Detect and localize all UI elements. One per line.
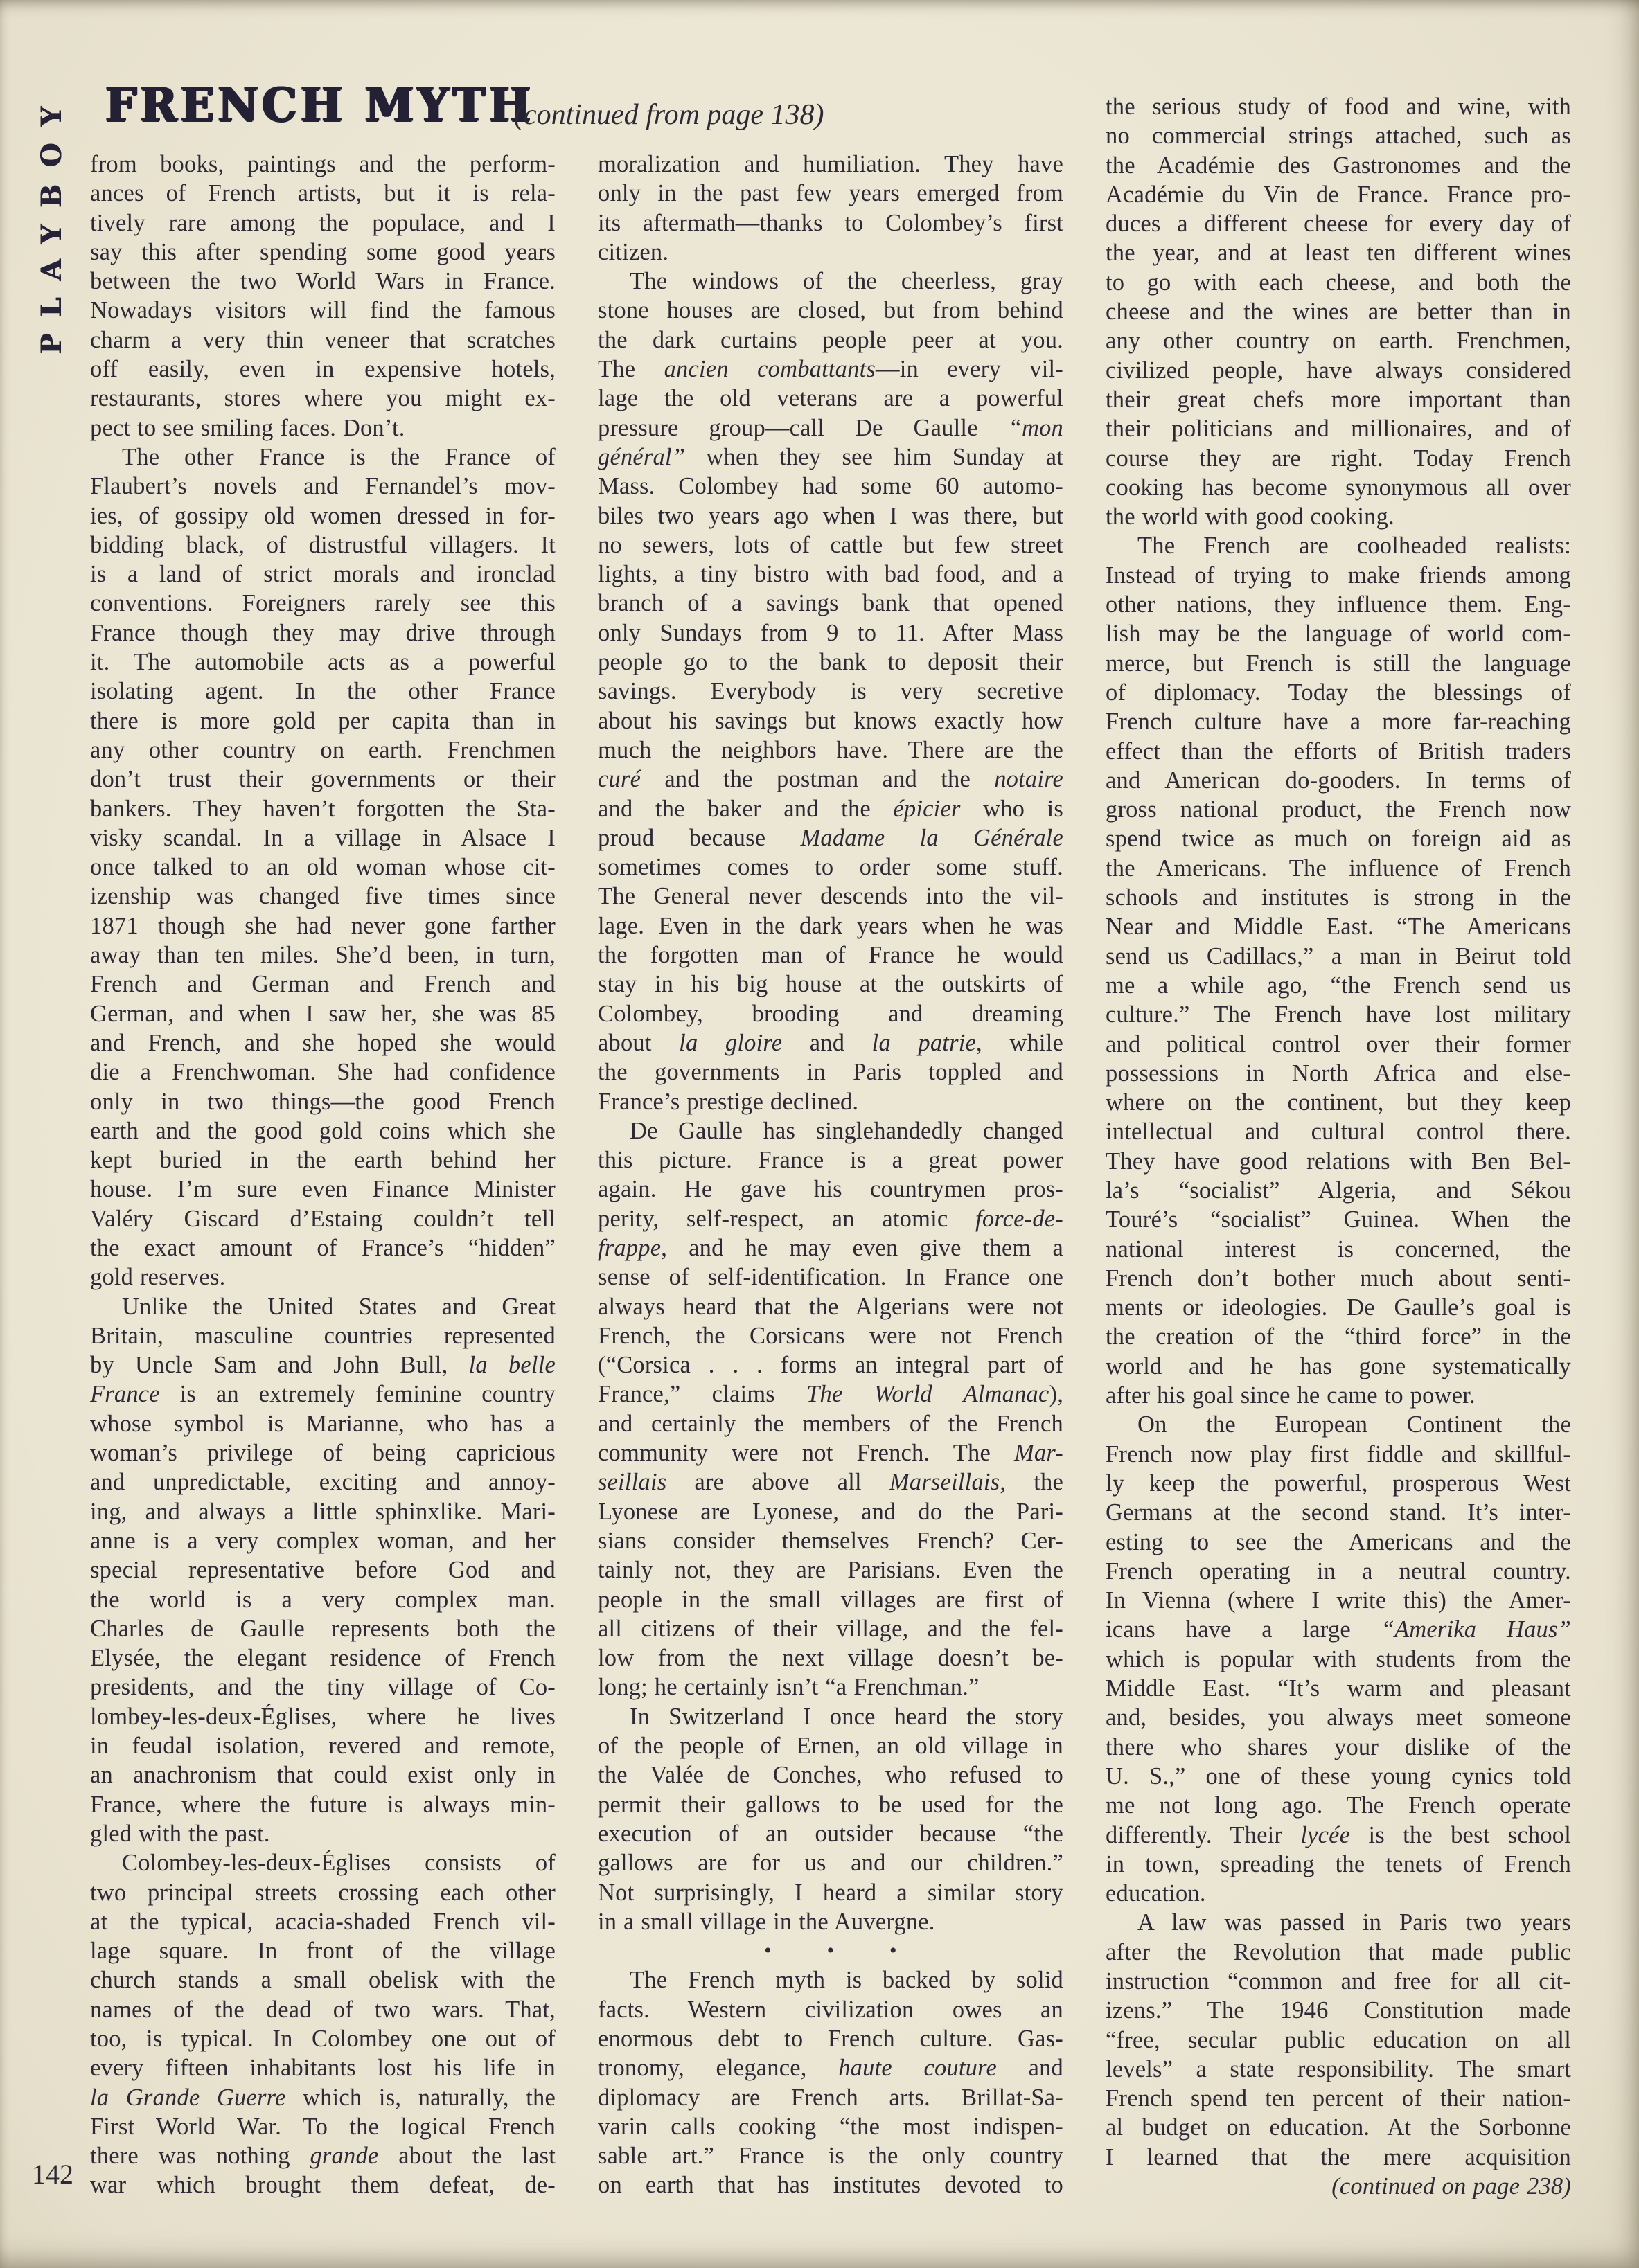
text-line: enormous debt to French culture. Gas- xyxy=(598,2026,1063,2052)
text-line: earth and the good gold coins which she xyxy=(90,1117,556,1144)
text-line: sense of self-identification. In France one xyxy=(598,1264,1063,1291)
text-line: French culture have a more far-reaching xyxy=(1106,708,1571,735)
text-line: French operating in a neutral country. xyxy=(1106,1557,1571,1584)
text-line: by Uncle Sam and John Bull, la belle xyxy=(90,1352,556,1379)
text-line: izenship was changed five times since xyxy=(90,883,556,910)
playboy-spine-logo: PLAYBOY xyxy=(35,90,68,355)
text-line: 1871 though she had never gone farther xyxy=(90,912,556,939)
text-line: conventions. Foreigners rarely see this xyxy=(90,590,556,617)
text-line: there was nothing grande about the last xyxy=(90,2143,556,2170)
text-line: whose symbol is Marianne, who has a xyxy=(90,1410,556,1437)
text-line: long; he certainly isn’t “a Frenchman.” xyxy=(598,1674,980,1701)
text-line: an anachronism that could exist only in xyxy=(90,1762,556,1789)
text-line: at the typical, acacia-shaded French vil- xyxy=(90,1908,556,1935)
text-line: stone houses are closed, but from behind xyxy=(598,297,1063,324)
text-line: levels” a state responsibility. The smart xyxy=(1106,2055,1571,2082)
text-line: gallows are for us and our children.” xyxy=(598,1850,1063,1877)
text-line: only in the past few years emerged from xyxy=(598,180,1063,207)
page-number: 142 xyxy=(32,2159,73,2190)
text-line: The French myth is backed by solid xyxy=(630,1967,1063,1994)
text-line: which is popular with students from the xyxy=(1106,1645,1571,1672)
text-line: German, and when I saw her, she was 85 xyxy=(90,1000,556,1027)
text-line: the creation of the “third force” in the xyxy=(1106,1323,1571,1350)
text-line: say this after spending some good years xyxy=(90,238,556,265)
text-line: seillais are above all Marseillais, the xyxy=(598,1469,1063,1496)
text-line: Near and Middle East. “The Americans xyxy=(1106,913,1571,940)
text-line: France is an extremely feminine country xyxy=(90,1381,556,1408)
text-line: in town, spreading the tenets of French xyxy=(1106,1850,1571,1877)
text-line: France though they may drive through xyxy=(90,619,556,646)
text-line: la’s “socialist” Algeria, and Sékou xyxy=(1106,1177,1571,1204)
text-line: its aftermath—thanks to Colombey’s first xyxy=(598,209,1063,236)
text-line: execution of an outsider because “the xyxy=(598,1820,1063,1847)
text-line: French now play first fiddle and skillful- xyxy=(1106,1440,1571,1467)
text-line: visky scandal. In a village in Alsace I xyxy=(90,824,556,851)
text-line: lage. Even in the dark years when he was xyxy=(598,912,1063,939)
text-line: merce, but French is still the language xyxy=(1106,650,1571,677)
text-line: and certainly the members of the French xyxy=(598,1410,1063,1437)
text-line: Académie du Vin de France. France pro- xyxy=(1106,181,1571,208)
text-line: al budget on education. At the Sorbonne xyxy=(1106,2114,1571,2141)
article-title: FRENCH MYTH xyxy=(105,78,535,133)
text-line: there who shares your dislike of the xyxy=(1106,1733,1571,1760)
text-line: la Grande Guerre which is, naturally, the xyxy=(90,2084,556,2111)
text-line: “free, secular public education on all xyxy=(1106,2026,1571,2053)
text-line: war which brought them defeat, de- xyxy=(90,2172,556,2199)
text-line: In Vienna (where I write this) the Amer- xyxy=(1106,1587,1571,1614)
text-line: tively rare among the populace, and I xyxy=(90,209,556,236)
text-line: is a land of strict morals and ironclad xyxy=(90,561,556,588)
text-line: woman’s privilege of being capricious xyxy=(90,1440,556,1467)
text-line: The windows of the cheerless, gray xyxy=(630,268,1063,295)
text-line: bankers. They haven’t forgotten the Sta- xyxy=(90,795,556,822)
text-line: too, is typical. In Colombey one out of xyxy=(90,2026,556,2052)
text-line: the dark curtains people peer at you. xyxy=(598,326,1063,353)
text-line: duces a different cheese for every day of xyxy=(1106,211,1571,238)
text-line: Germans at the second stand. It’s inter- xyxy=(1106,1499,1571,1526)
text-line: where on the continent, but they keep xyxy=(1106,1089,1571,1116)
text-line: savings. Everybody is very secretive xyxy=(598,678,1063,705)
text-line: always heard that the Algerians were not xyxy=(598,1293,1063,1320)
text-line: They have good relations with Ben Bel- xyxy=(1106,1148,1571,1175)
text-line: charm a very thin veneer that scratches xyxy=(90,326,556,353)
text-line: it. The automobile acts as a powerful xyxy=(90,649,556,676)
text-line: on earth that has institutes devoted to xyxy=(598,2172,1063,2199)
text-line: me not long ago. The French operate xyxy=(1106,1792,1571,1819)
text-line: and political control over their former xyxy=(1106,1030,1571,1057)
text-line: about la gloire and la patrie, while xyxy=(598,1029,1063,1056)
text-line: The French are coolheaded realists: xyxy=(1137,533,1571,560)
text-line: two principal streets crossing each other xyxy=(90,1879,556,1906)
continued-from-note: (continued from page 138) xyxy=(514,99,824,131)
text-line: The other France is the France of xyxy=(122,443,556,470)
text-line: national interest is concerned, the xyxy=(1106,1235,1571,1262)
text-line: no commercial strings attached, such as xyxy=(1106,123,1571,150)
text-line: sometimes comes to order some stuff. xyxy=(598,854,1063,881)
text-line: in a small village in the Auvergne. xyxy=(598,1908,935,1935)
text-line: ments or ideologies. De Gaulle’s goal is xyxy=(1106,1294,1571,1321)
text-column-1 xyxy=(90,150,556,2200)
text-line: of diplomacy. Today the blessings of xyxy=(1106,679,1571,706)
text-line: (continued on page 238) xyxy=(1331,2173,1571,2200)
text-line: French, the Corsicans were not French xyxy=(598,1322,1063,1349)
text-line: education. xyxy=(1106,1880,1206,1907)
text-line: restaurants, stores where you might ex- xyxy=(90,385,556,412)
text-line: moralization and humiliation. They have xyxy=(598,151,1063,177)
text-line: lage square. In front of the village xyxy=(90,1938,556,1965)
text-line: course they are right. Today French xyxy=(1106,445,1571,472)
text-line: tronomy, elegance, haute couture and xyxy=(598,2055,1063,2082)
text-line: Colombey, brooding and dreaming xyxy=(598,1000,1063,1027)
text-line: much the neighbors have. There are the xyxy=(598,736,1063,763)
text-line: izens.” The 1946 Constitution made xyxy=(1106,1997,1571,2024)
text-line: only Sundays from 9 to 11. After Mass xyxy=(598,619,1063,646)
text-line: lage the old veterans are a powerful xyxy=(598,385,1063,412)
text-line: The ancien combattants—in every vil- xyxy=(598,356,1063,383)
text-line: varin calls cooking “the most indispen- xyxy=(598,2113,1063,2140)
text-line: in feudal isolation, revered and remote, xyxy=(90,1733,556,1760)
section-separator: • • • xyxy=(764,1939,897,1963)
text-line: the forgotten man of France he would xyxy=(598,942,1063,969)
text-line: special representative before God and xyxy=(90,1557,556,1584)
text-line: tainly not, they are Parisians. Even the xyxy=(598,1557,1063,1584)
text-line: people in the small villages are first of xyxy=(598,1586,1063,1613)
text-line: Britain, masculine countries represented xyxy=(90,1322,556,1349)
text-line: spend twice as much on foreign aid as xyxy=(1106,825,1571,852)
text-line: the Académie des Gastronomes and the xyxy=(1106,152,1571,179)
text-line: ances of French artists, but it is rela- xyxy=(90,180,556,207)
text-line: off easily, even in expensive hotels, xyxy=(90,356,556,383)
text-line: Unlike the United States and Great xyxy=(122,1293,556,1320)
text-line: all citizens of their village, and the fel- xyxy=(598,1615,1063,1642)
text-line: France’s prestige declined. xyxy=(598,1088,859,1115)
text-line: the Valée de Conches, who refused to xyxy=(598,1762,1063,1789)
text-line: the world is a very complex man. xyxy=(90,1586,556,1613)
text-line: Colombey-les-deux-Églises consists of xyxy=(122,1850,556,1877)
text-line: and American do-gooders. In terms of xyxy=(1106,767,1571,794)
text-line: the world with good cooking. xyxy=(1106,503,1394,530)
text-line: proud because Madame la Générale xyxy=(598,824,1063,851)
text-line: the Americans. The influence of French xyxy=(1106,855,1571,882)
text-line: only in two things—the good French xyxy=(90,1088,556,1115)
text-line: ing, and always a little sphinxlike. Mari- xyxy=(90,1498,556,1525)
text-line: citizen. xyxy=(598,238,669,265)
text-line: icans have a large “Amerika Haus” xyxy=(1106,1616,1571,1643)
text-line: their politicians and millionaires, and of xyxy=(1106,416,1571,443)
text-line: there is more gold per capita than in xyxy=(90,707,556,734)
text-line: community were not French. The Mar- xyxy=(598,1440,1063,1467)
text-line: this picture. France is a great power xyxy=(598,1147,1063,1174)
text-line: curé and the postman and the notaire xyxy=(598,766,1063,793)
text-line: pressure group—call De Gaulle “mon xyxy=(598,414,1063,441)
text-line: Middle East. “It’s warm and pleasant xyxy=(1106,1675,1571,1702)
text-line: biles two years ago when I was there, but xyxy=(598,502,1063,529)
text-line: instruction “common and free for all cit- xyxy=(1106,1968,1571,1994)
text-line: their great chefs more important than xyxy=(1106,386,1571,413)
text-line: France,” claims The World Almanac), xyxy=(598,1381,1064,1408)
text-line: stay in his big house at the outskirts of xyxy=(598,971,1063,998)
text-line: anne is a very complex woman, and her xyxy=(90,1527,556,1554)
text-line: other nations, they influence them. Eng- xyxy=(1106,591,1571,618)
text-line: gled with the past. xyxy=(90,1820,270,1847)
text-line: In Switzerland I once heard the story xyxy=(630,1703,1063,1730)
text-line: French don’t bother much about senti- xyxy=(1106,1265,1571,1292)
text-line: U. S.,” one of these young cynics told xyxy=(1106,1762,1571,1789)
text-line: after his goal since he came to power. xyxy=(1106,1382,1476,1409)
text-line: I learned that the mere acquisition xyxy=(1106,2143,1571,2170)
text-line: from books, paintings and the perform- xyxy=(90,151,556,177)
text-line: Touré’s “socialist” Guinea. When the xyxy=(1106,1206,1571,1233)
text-line: perity, self-respect, an atomic force-de- xyxy=(598,1205,1063,1232)
text-line: French and German and French and xyxy=(90,971,556,998)
text-line: schools and institutes is strong in the xyxy=(1106,884,1571,911)
text-line: house. I’m sure even Finance Minister xyxy=(90,1176,556,1203)
text-line: intellectual and cultural control there. xyxy=(1106,1118,1571,1145)
text-line: facts. Western civilization owes an xyxy=(598,1996,1063,2023)
text-line: Flaubert’s novels and Fernandel’s mov- xyxy=(90,473,556,500)
text-line: culture.” The French have lost military xyxy=(1106,1001,1571,1028)
text-line: me a while ago, “the French send us xyxy=(1106,972,1571,999)
text-line: civilized people, have always considered xyxy=(1106,357,1571,384)
text-line: about his savings but knows exactly how xyxy=(598,707,1063,734)
text-line: between the two World Wars in France. xyxy=(90,268,556,295)
text-line: names of the dead of two wars. That, xyxy=(90,1996,556,2023)
text-line: world and he has gone systematically xyxy=(1106,1352,1571,1379)
text-line: differently. Their lycée is the best school xyxy=(1106,1821,1572,1848)
text-line: French spend ten percent of their nation- xyxy=(1106,2085,1571,2112)
text-line: away than ten miles. She’d been, in turn, xyxy=(90,942,556,969)
text-line: of the people of Ernen, an old village in xyxy=(598,1733,1063,1760)
text-line: Not surprisingly, I heard a similar story xyxy=(598,1879,1063,1906)
text-column-2 xyxy=(598,150,1063,2200)
text-line: and, besides, you always meet someone xyxy=(1106,1704,1571,1731)
text-column-3 xyxy=(1106,92,1571,2201)
text-line: any other country on earth. Frenchmen xyxy=(90,736,556,763)
text-line: to go with each cheese, and both the xyxy=(1106,269,1571,296)
text-line: again. He gave his countrymen pros- xyxy=(598,1176,1063,1203)
text-line: people go to the bank to deposit their xyxy=(598,649,1063,676)
text-line: A law was passed in Paris two years xyxy=(1137,1909,1571,1936)
text-line: cheese and the wines are better than in xyxy=(1106,298,1571,325)
text-line: frappe, and he may even give them a xyxy=(598,1234,1063,1261)
text-line: send us Cadillacs,” a man in Beirut told xyxy=(1106,943,1571,970)
text-line: and French, and she hoped she would xyxy=(90,1029,556,1056)
text-line: die a Frenchwoman. She had confidence xyxy=(90,1059,556,1086)
text-line: De Gaulle has singlehandedly changed xyxy=(630,1117,1063,1144)
text-line: kept buried in the earth behind her xyxy=(90,1147,556,1174)
text-line: sians consider themselves French? Cer- xyxy=(598,1527,1063,1554)
text-line: Charles de Gaulle represents both the xyxy=(90,1615,556,1642)
text-line: bidding black, of distrustful villagers. It xyxy=(90,531,556,558)
text-line: Mass. Colombey had some 60 automo- xyxy=(598,473,1063,500)
text-line: pect to see smiling faces. Don’t. xyxy=(90,414,405,441)
text-line: Valéry Giscard d’Estaing couldn’t tell xyxy=(90,1205,556,1232)
text-line: esting to see the Americans and the xyxy=(1106,1528,1571,1555)
text-line: after the Revolution that made public xyxy=(1106,1938,1571,1965)
text-line: the governments in Paris toppled and xyxy=(598,1059,1063,1086)
text-line: Instead of trying to make friends among xyxy=(1106,562,1571,589)
text-line: France, where the future is always min- xyxy=(90,1791,556,1818)
text-line: On the European Continent the xyxy=(1137,1411,1571,1438)
text-line: Lyonese are Lyonese, and do the Pari- xyxy=(598,1498,1063,1525)
text-line: no sewers, lots of cattle but few street xyxy=(598,531,1063,558)
text-line: isolating agent. In the other France xyxy=(90,678,556,705)
text-line: First World War. To the logical French xyxy=(90,2113,556,2140)
text-line: possessions in North Africa and else- xyxy=(1106,1060,1571,1087)
text-line: every fifteen inhabitants lost his life in xyxy=(90,2055,556,2082)
text-line: lish may be the language of world com- xyxy=(1106,620,1571,648)
text-line: permit their gallows to be used for the xyxy=(598,1791,1063,1818)
text-line: (“Corsica . . . forms an integral part of xyxy=(598,1352,1063,1379)
text-line: and unpredictable, exciting and annoy- xyxy=(90,1469,556,1496)
text-line: the serious study of food and wine, with xyxy=(1106,93,1571,120)
text-line: cooking has become synonymous all over xyxy=(1106,474,1571,501)
text-line: presidents, and the tiny village of Co- xyxy=(90,1674,556,1701)
text-line: Nowadays visitors will find the famous xyxy=(90,297,556,324)
text-line: ies, of gossipy old women dressed in for- xyxy=(90,502,556,529)
text-line: any other country on earth. Frenchmen, xyxy=(1106,328,1571,355)
text-line: branch of a savings bank that opened xyxy=(598,590,1063,617)
text-line: diplomacy are French arts. Brillat-Sa- xyxy=(598,2084,1063,2111)
text-line: once talked to an old woman whose cit- xyxy=(90,854,556,881)
text-line: gold reserves. xyxy=(90,1264,226,1291)
text-line: don’t trust their governments or their xyxy=(90,766,556,793)
text-line: the exact amount of France’s “hidden” xyxy=(90,1234,556,1261)
text-line: Elysée, the elegant residence of French xyxy=(90,1645,556,1672)
text-line: church stands a small obelisk with the xyxy=(90,1967,556,1994)
text-line: The General never descends into the vil- xyxy=(598,883,1063,910)
text-line: lights, a tiny bistro with bad food, and a xyxy=(598,561,1063,588)
text-line: the year, and at least ten different wines xyxy=(1106,240,1571,267)
text-line: low from the next village doesn’t be- xyxy=(598,1645,1063,1672)
text-line: lombey-les-deux-Églises, where he lives xyxy=(90,1703,556,1730)
text-line: ly keep the powerful, prosperous West xyxy=(1106,1470,1571,1497)
text-line: sable art.” France is the only country xyxy=(598,2143,1063,2170)
text-line: effect than the efforts of British traders xyxy=(1106,738,1571,765)
text-line: général” when they see him Sunday at xyxy=(598,443,1063,470)
text-line: and the baker and the épicier who is xyxy=(598,795,1064,822)
text-line: gross national product, the French now xyxy=(1106,796,1571,823)
